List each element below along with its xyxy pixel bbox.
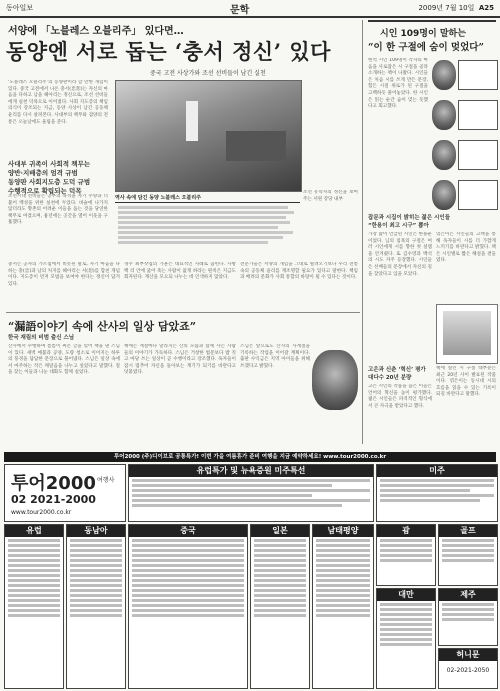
- ad-brand: 투어2000: [11, 473, 96, 494]
- ad-mid-block[interactable]: [128, 464, 374, 522]
- article3-kicker: 한국 재림의 비범 출신 스님: [8, 335, 75, 341]
- article1-kicker: 서양에 「노블레스 오블리주」 있다면…: [8, 26, 184, 37]
- ad-region-title: 일본: [251, 525, 309, 537]
- poet-portrait-2: [432, 100, 456, 130]
- ad-region-title: 골프: [439, 525, 497, 537]
- article1-body-col1: 조선시대 선비들은 공부의 목적을 자기 수양과 더불어 백성을 위한 실천에 두었다. 벼슬에 나가지 않더라도 향촌의 어려운 이들을 돕는 것을 당연한 책무로 여겼으며, 흉년에는 곳간을 열어 이웃을 구휼했다.: [8, 194, 108, 226]
- photo-caption: 조선 유학자의 정신을 보여주는 서원 강당 내부: [303, 190, 358, 202]
- ad-region-sea[interactable]: [66, 524, 126, 689]
- article1-headline: 동양엔 서로 돕는 ‘충서 정신’ 있다: [6, 39, 331, 64]
- masthead: [0, 0, 500, 18]
- ad-region-golf[interactable]: [438, 524, 498, 586]
- article2-subheads: [368, 214, 496, 230]
- poet-portrait-4: [432, 180, 456, 210]
- ad-banner[interactable]: 투어2000 (주)디이브로 공통특가! 이번 가을 여름휴가 준비 여행을 지금 예약하세요! www.tour2000.co.kr: [4, 452, 496, 462]
- ad-region-title: 제주: [439, 589, 497, 601]
- ad-region-china[interactable]: [128, 524, 248, 689]
- article1-photo: [115, 80, 302, 192]
- quote-box-2: [458, 100, 498, 130]
- article1-body-col4: 전문가들은 서양의 개념을 그대로 빌려오기보다 우리 전통 속의 공동체 윤리를 재조명할 필요가 있다고 말한다. 책임과 배려의 문화가 사회 통합의 바탕이 될 수 있다는 것이다.: [240, 262, 358, 281]
- article3-body-col1: 산사에서 수행하며 틈틈이 써온 글을 엮어 책을 낸 스님이 있다. 새벽 예불과 공양, 도량 청소로 이어지는 하루의 풍경을 담담한 문장으로 풀어냈다. 스님은 일상 속에서 마주하는 작은 깨달음을 나누고 싶었다고 말했다. 절을 찾는 이들과 나눈 대화도 함께 실었다.: [8, 344, 120, 376]
- article2-subhead-2: “한용이 최고 시구” 뽑아: [368, 223, 429, 229]
- article3-body-col2: 책에는 계절마다 달라지는 산의 모습과 함께 사는 사람들의 이야기가 가득하다. 스님은 거창한 법문보다 밥 짓고 마당 쓰는 일상이 곧 수행이라고 강조했다. 독자들이 잠시 멈추어 자신을 돌아보는 계기가 되기를 바란다고 덧붙였다.: [124, 344, 236, 376]
- article2-subhead-4: 대다수 20년 분량: [368, 375, 412, 381]
- poet-portrait-1: [432, 60, 456, 90]
- ad-region-title: 대만: [377, 589, 435, 601]
- ad-region-title: 괌: [377, 525, 435, 537]
- subhead-4: 수행적으로 확립되는 덕목: [8, 187, 82, 195]
- article1-subhead-list: [8, 160, 108, 196]
- ad-region-honeymoon[interactable]: [438, 648, 498, 689]
- book-cover: [436, 304, 498, 364]
- poet-portrait-3: [432, 140, 456, 170]
- article2-kicker: 시인 109명이 말하는: [380, 29, 466, 39]
- monk-portrait: [312, 350, 358, 410]
- article2-subhead-3: 고은과 신춘 ‘혁신’ 평가: [368, 367, 426, 373]
- article2-body-col1: 현역 시인 109명이 각자의 마음을 사로잡은 시 구절을 골라 소개하는 책이 나왔다. 시인들은 처음 시를 쓰게 만든 문장, 힘든 시절 위로가 된 구절을 고백하듯 풀어놓았다. 한 시인은 읽는 순간 숨이 멎는 듯했다고 회고했다.: [368, 58, 428, 110]
- ad-region-title: 동남아: [67, 525, 125, 537]
- ad-region-title: 유럽: [5, 525, 63, 537]
- ad-region-taiwan[interactable]: [376, 588, 436, 689]
- article1-body-col2: 충서는 공자의 가르침에서 비롯된 말로, 자기 마음을 다하는 충(忠)과 남의 처지를 헤아리는 서(恕)를 합친 개념이다. 지도층이 먼저 모범을 보여야 한다는 정신이 담겨 있다.: [8, 262, 120, 287]
- article2-body-col2: 가장 많이 언급된 시인은 한용운이었다. 님의 침묵의 구절은 여러 시인에게 시를 향한 첫 설렘을 안겨줬다. 또 김수영과 백석의 시도 자주 등장했다. 시인들은 선배들의 문장에서 자신의 길을 찾았다고 입을 모았다.: [368, 232, 432, 277]
- paper-name: 동아일보: [6, 4, 34, 12]
- quote-box-3: [458, 140, 498, 170]
- article1-body-col3: 경주 최부잣집의 가훈은 대표적인 사례로 꼽힌다. 사방 백 리 안에 굶어 죽는 사람이 없게 하라는 원칙은 지금도 회자된다. 재산을 모으되 나누는 데 인색하지 않았다.: [124, 262, 236, 281]
- table-caption: 역사 속에 담긴 동양 노블레스 오블리주: [115, 195, 201, 201]
- article1-lede: ‘노블레스 오블리주’의 동양판이라 할 만한 개념이 있다. 중국 고전에서 나온 충서(忠恕)는 자신의 마음을 다하고 남을 헤아리는 정신으로, 조선 선비들에게 실천 덕목으로 이어졌다. 사회 지도층의 책임 의식이 강조되는 지금, 동양 사상이 남긴 공동체 윤리를 다시 살펴본다. 사대부의 책무와 겸양의 전통은 오늘날에도 울림을 준다.: [8, 80, 108, 125]
- ad-region-europe[interactable]: [4, 524, 64, 689]
- photo-table: [226, 131, 286, 161]
- ad-region-america[interactable]: [376, 464, 498, 522]
- subhead-3: 동양판 사회지도층 도덕 규범: [8, 178, 91, 186]
- ad-brand-block[interactable]: [4, 464, 126, 522]
- ad-region-pacific[interactable]: [312, 524, 374, 689]
- subhead-1: 사대부 귀족이 사회적 책무는: [8, 160, 91, 168]
- history-table: [115, 194, 300, 246]
- quote-box-1: [458, 60, 498, 90]
- article2-body-col4: 고은 시인의 작품을 꼽은 이들은 언어의 혁신을 높이 평가했다. 젊은 시인들은 파격적인 형식에서 큰 자극을 받았다고 했다.: [368, 384, 432, 409]
- article2-body-col5: 책에 실린 시 구절 대부분은 최근 20년 사이 발표된 작품이다. 엮은이는 동시대 시의 흐름을 읽을 수 있는 기록이 되길 바란다고 말했다.: [436, 366, 496, 398]
- ad-region-title: 남태평양: [313, 525, 373, 537]
- date-page: 2009년 7월 10일 A25: [418, 4, 494, 12]
- ad-region-guam[interactable]: [376, 524, 436, 586]
- ad-region-jeju[interactable]: [438, 588, 498, 646]
- article3-body-col3: 스님은 앞으로도 산사의 사계절을 기록하는 작업을 이어갈 계획이다. 출판 수익금은 지역 아이들을 위해 쓰겠다고 밝혔다.: [240, 344, 310, 369]
- quote-box-4: [458, 180, 498, 210]
- article2-body-col3: 엮은이는 시인들의 고백을 통해 독자들이 시를 더 가깝게 느끼기를 바란다고 밝혔다. 책은 시인별로 짧은 해설을 곁들였다.: [436, 232, 496, 264]
- article2-subhead-1: 잡문과 시집이 밝히는 젊은 시인들: [368, 215, 451, 221]
- ad-region-title: 중국: [129, 525, 247, 537]
- article3-headline: “漏語이야기 속에 산사의 일상 담았죠”: [8, 320, 197, 333]
- ad-region-japan[interactable]: [250, 524, 310, 689]
- section-title: 문학: [230, 5, 250, 16]
- ad-mid-title: 유럽특가 및 뉴욕증원 미주특선: [129, 465, 373, 477]
- ad-region-title: 미주: [377, 465, 497, 477]
- article1-subhead: 중국 고전 사상가와 조선 선비들이 남긴 실천: [150, 70, 266, 77]
- ad-brand-sub: 여행사: [97, 477, 115, 484]
- article2-headline: “이 한 구절에 숨이 멎었다”: [368, 42, 484, 53]
- ad-mid-phone: 02-2021-2050: [446, 667, 490, 674]
- ad-region-title: 허니문: [439, 649, 497, 661]
- ad-phone: 02 2021-2000: [11, 493, 96, 506]
- photo-figure: [186, 101, 198, 141]
- subhead-2: 양반·지배층의 엄격 규범: [8, 169, 78, 177]
- ad-url[interactable]: www.tour2000.co.kr: [11, 509, 72, 516]
